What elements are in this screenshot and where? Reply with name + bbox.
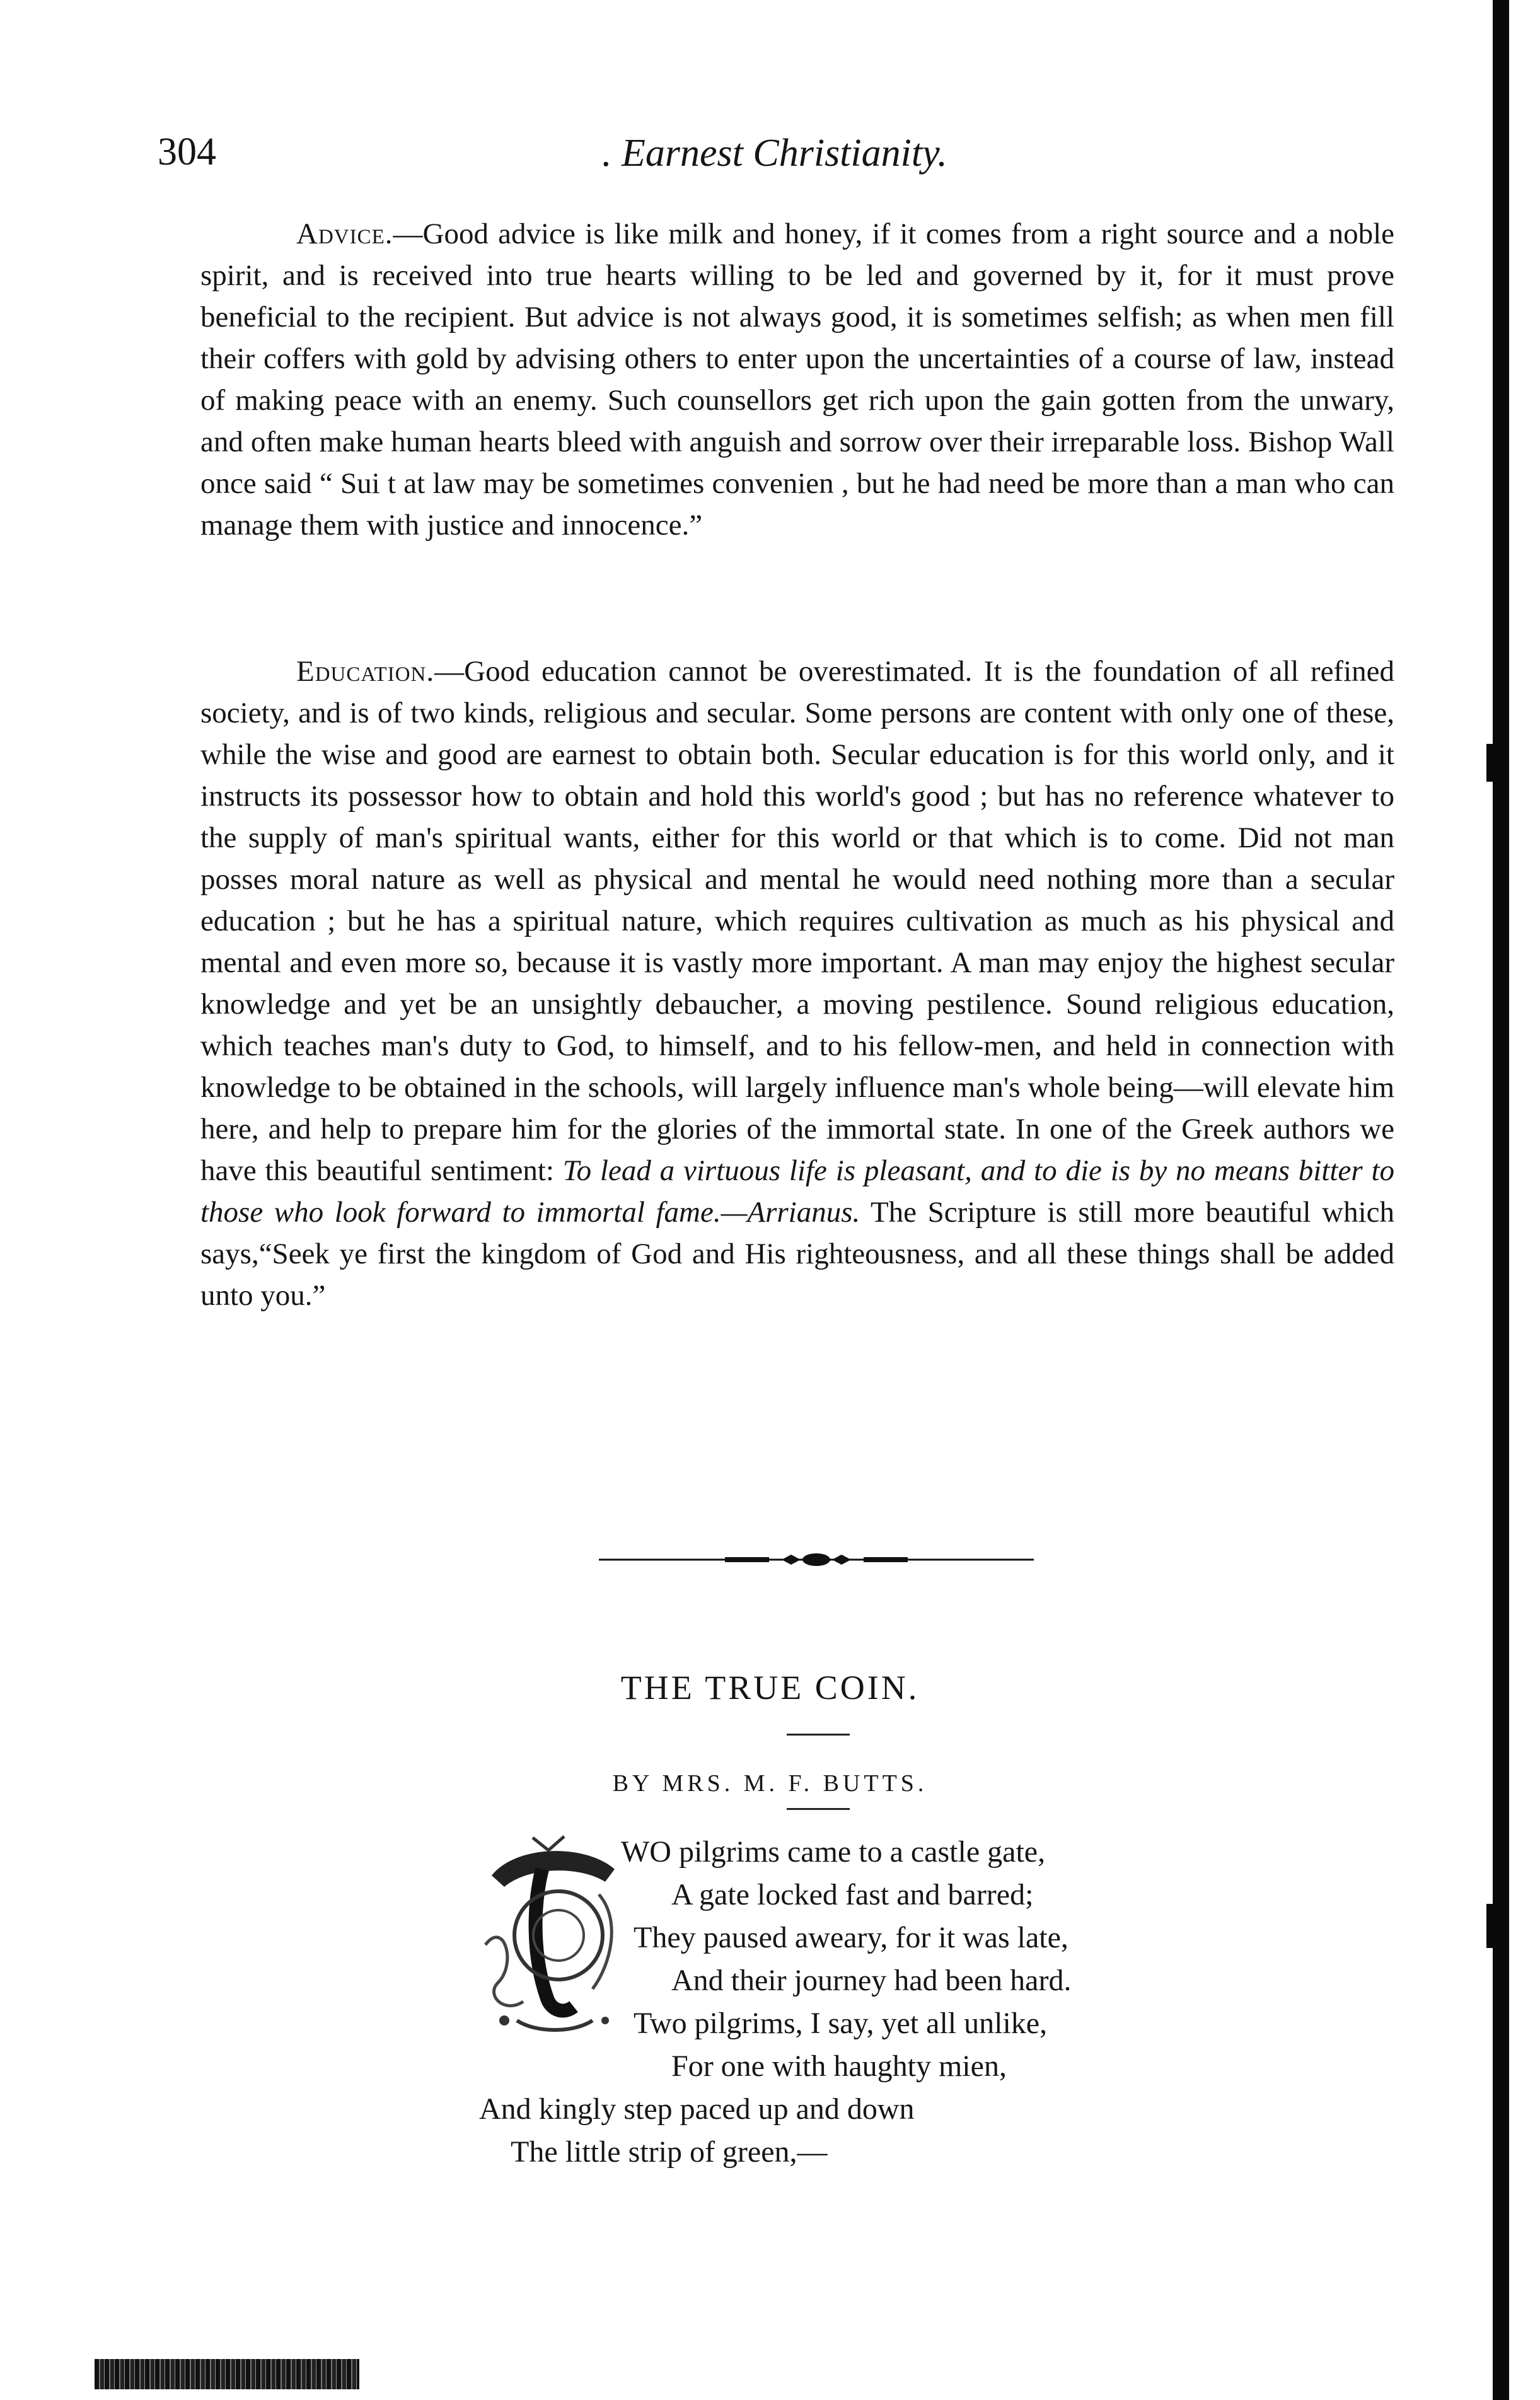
poem-line: And their journey had been hard. xyxy=(671,1964,1072,1997)
section-divider-ornament xyxy=(599,1552,1034,1567)
poem-line: And kingly step paced up and down xyxy=(479,2092,915,2126)
running-title: . Earnest Christianity. xyxy=(602,132,947,175)
poem-title: THE TRUE COIN. xyxy=(620,1669,920,1707)
arrianus-quote: To lead a virtuous life is pleasant, and to die is by no means bitter to those who look forward to immortal fame.—Arrianus. xyxy=(200,1154,1394,1229)
poem-line: The little strip of green,— xyxy=(511,2135,828,2169)
ornamental-drop-cap-t xyxy=(479,1831,625,2043)
section-lead-advice: Advice. xyxy=(296,217,393,250)
section-lead-education: Education. xyxy=(296,655,435,688)
poem-line: Two pilgrims, I say, yet all unlike, xyxy=(634,2007,1048,2040)
binding-edge-mark xyxy=(1486,1904,1495,1948)
page-number: 304 xyxy=(158,130,216,173)
binding-edge-mark xyxy=(1486,744,1495,782)
poem-line: A gate locked fast and barred; xyxy=(671,1878,1034,1911)
paragraph-education xyxy=(200,651,1394,1316)
binding-edge xyxy=(1493,0,1509,2400)
advice-text: —Good advice is like milk and honey, if it comes from a right source and a noble spirit, and is received into true hearts willing to be led and governed by it, for it must prove beneficial to the recipient. But advice is not always good, it is sometimes selfish; as when men fill their coffers with gold by advising others to enter upon the uncertainties of a course of law, instead of making peace with an enemy. Such counsellors get rich upon the gain gotten from the unwary, and often make human hearts bleed with anguish and sorrow over their irreparable loss. Bishop Wall once said “ Sui t at law may be sometimes convenien , but he had need be more than a man who can manage them with justice and innocence.” xyxy=(200,217,1394,542)
education-text-end: The Scripture is still more beautiful which says,“Seek ye first the kingdom of God and His righteousness, and all these things shall be added unto you.” xyxy=(200,1196,1394,1312)
poem-line: They paused aweary, for it was late, xyxy=(634,1921,1068,1954)
poem-line: For one with haughty mien, xyxy=(671,2049,1007,2083)
education-text: —Good education cannot be overestimated. It is the foundation of all refined society, and is of two kinds, religious and secular. Some persons are content with only one of these, while the wise and good are earnest to obtain both. Secular education is for this world only, and it instructs its possessor how to obtain and hold this world's good ; but has no reference whatever to the supply of man's spiritual wants, either for this world or that which is to come. Did not man posses moral nature as well as physical and mental he would need nothing more than a secular education ; but he has a spiritual nature, which requires cultivation as much as his physical and mental and even more so, because it is vastly more important. A man may enjoy the highest secular knowledge and yet be an unsightly debaucher, a moving pestilence. Sound religious education, which teaches man's duty to God, to himself, and to his fellow-men, and held in connection with knowledge to be obtained in the schools, will largely influence man's whole being—will elevate him here, and help to prepare him for the glories of the immortal state. In one of the Greek authors we have this beautiful sentiment: xyxy=(200,655,1394,1187)
title-rule xyxy=(787,1734,850,1736)
paragraph-advice xyxy=(200,213,1394,546)
poem-byline: BY MRS. M. F. BUTTS. xyxy=(612,1770,928,1797)
poem-line: WO pilgrims came to a castle gate, xyxy=(621,1835,1046,1869)
byline-rule xyxy=(787,1808,850,1810)
scan-artifact xyxy=(95,2359,359,2389)
